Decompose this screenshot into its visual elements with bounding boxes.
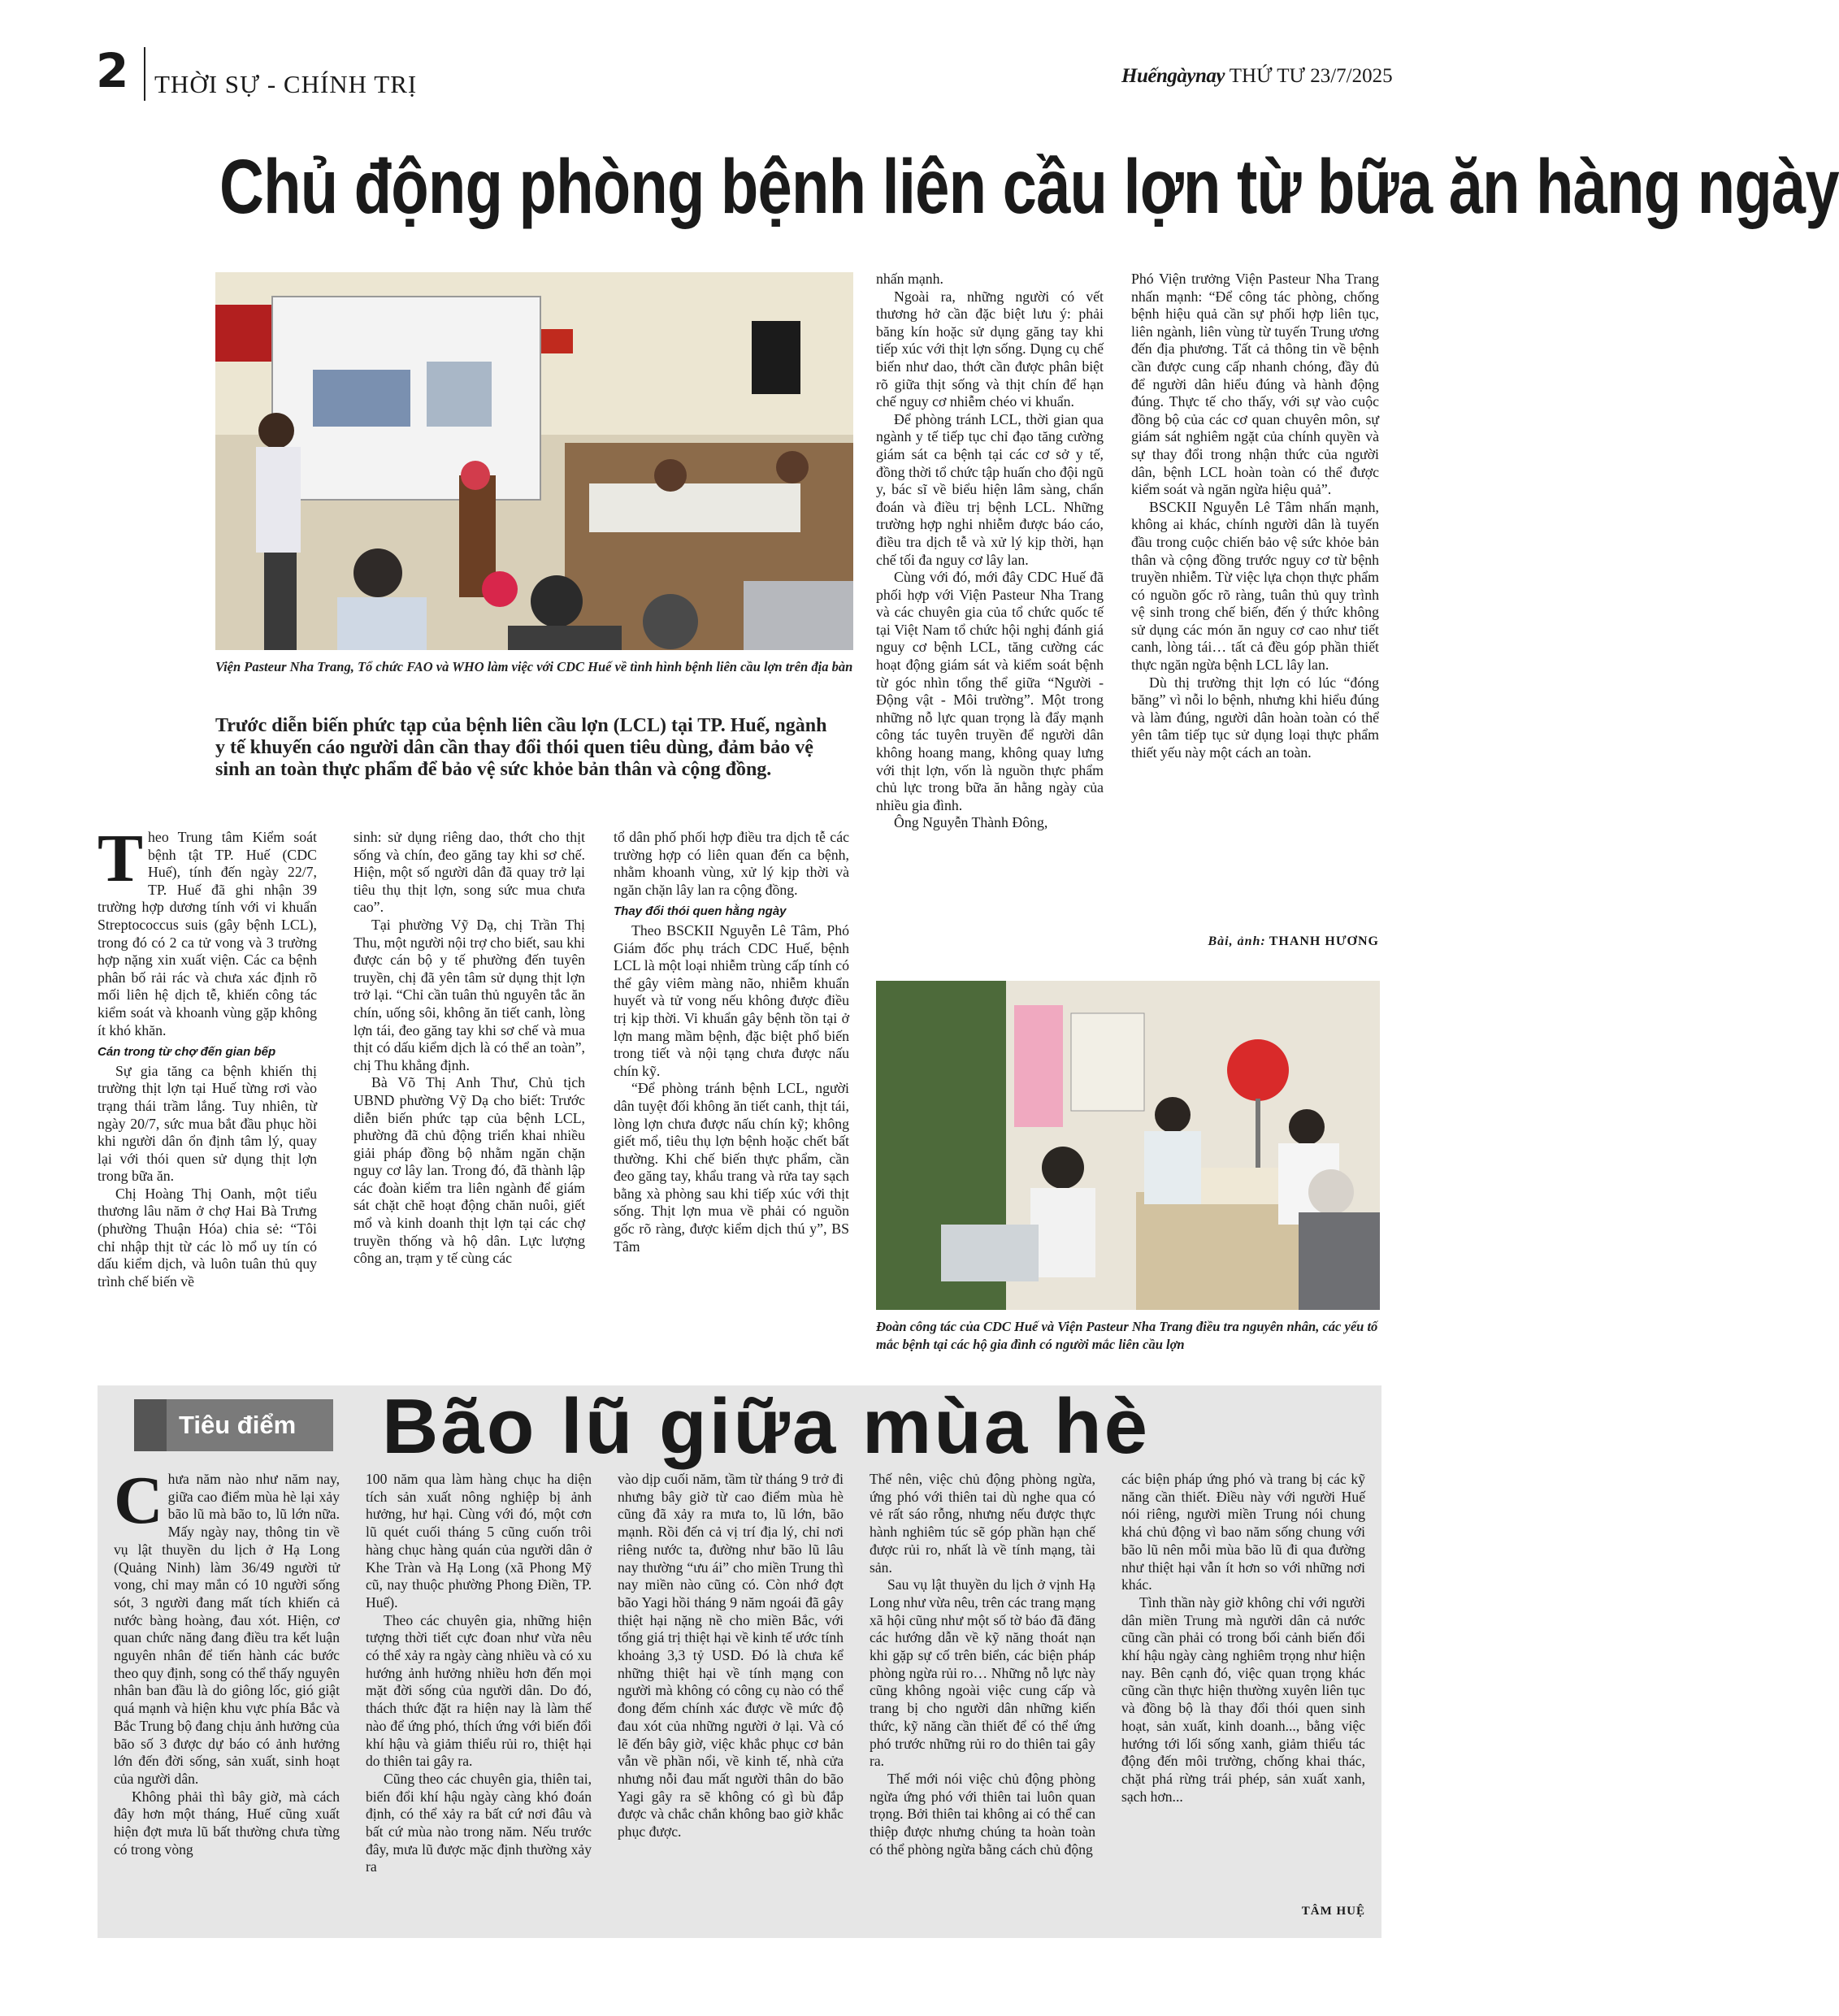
paragraph: Để phòng tránh LCL, thời gian qua ngành y tế tiếp tục chỉ đạo tăng cường giám sát ca bệnh tại các cơ sở y tế, đồng thời tổ chức tập huấn cho đội ngũ y, bác sĩ về biểu hiện lâm sàng, chẩn đoán và điều trị bệnh LCL. Những trường hợp nghi nhiễm được báo cáo, điều tra dịch tễ và xử lý kịp thời, hạn chế tối đa nguy cơ lây lan.	[876, 410, 1104, 568]
opinion-column-4	[870, 1471, 1095, 1926]
drop-cap: C	[114, 1463, 163, 1538]
masthead	[1121, 65, 1393, 88]
opinion-column-1	[114, 1463, 340, 1926]
newspaper-brand: Huếngàynay	[1121, 65, 1225, 87]
opinion-headline: Bão lũ giữa mùa hè	[382, 1383, 1150, 1470]
paragraph: nhấn mạnh.	[876, 271, 943, 287]
page-number: 2	[96, 43, 129, 98]
household-photo	[876, 981, 1380, 1310]
article-column-5	[1131, 271, 1379, 945]
section-title: THỜI SỰ - CHÍNH TRỊ	[154, 70, 418, 98]
tag-label: Tiêu điểm	[179, 1411, 297, 1439]
paragraph: heo Trung tâm Kiểm soát bệnh tật TP. Huế (CDC Huế), tính đến ngày 22/7, TP. Huế đã ghi nhận 39 trường hợp dương tính với vi khuẩn Streptococcus suis (gây bệnh LCL), trong đó có 2 ca tử vong và 3 trường hợp nặng xin xuất viện. Các ca bệnh phân bố rải rác và chưa xác định rõ mối liên hệ dịch tễ, khiến công tác kiểm soát và khoanh vùng gặp không ít khó khăn.	[98, 829, 317, 1038]
tag-stripe	[134, 1399, 167, 1451]
paragraph: “Để phòng tránh bệnh LCL, người dân tuyệt đối không ăn tiết canh, thịt tái, lòng lợn chưa được nấu chín kỹ; không giết mổ, tiêu thụ lợn bệnh hoặc chết bất thường. Khi chế biến thực phẩm, cần đeo găng tay, khẩu trang và rửa tay sạch bằng xà phòng sau khi tiếp xúc với thịt sống. Thịt lợn mua về phải có nguồn gốc rõ ràng, được kiểm dịch thú y”, BS Tâm	[614, 1080, 849, 1255]
paragraph: 100 năm qua làm hàng chục ha diện tích sản xuất nông nghiệp bị ảnh hưởng, hư hại. Cùng với đó, một cơn lũ quét cuối tháng 5 cũng cuốn trôi hàng chục hàng quán của người dân ở Khe Tràn và Hạ Long (xã Phong Mỹ cũ, nay thuộc phường Phong Điền, TP. Huế).	[366, 1471, 592, 1611]
paragraph: Theo BSCKII Nguyễn Lê Tâm, Phó Giám đốc phụ trách CDC Huế, bệnh LCL là một loại nhiễm trùng cấp tính có thể gây viêm màng não, nhiễm khuẩn huyết và tử vong nếu không được điều trị kịp thời. Vi khuẩn gây bệnh tồn tại ở lợn mang mầm bệnh, đặc biệt phổ biến trong tiết và nội tạng chưa được nấu chín kỹ.	[614, 921, 849, 1079]
paragraph: các biện pháp ứng phó và trang bị các kỹ năng cần thiết. Điều này với người Huế nói riêng, người miền Trung nói chung khá chủ động vì bao năm sống chung với bão lũ nên mỗi mùa bão lũ đi qua đường như thiệt hại vẫn ít hơn so với những nơi khác.	[1121, 1471, 1365, 1593]
issue-date: THỨ TƯ 23/7/2025	[1229, 65, 1393, 87]
paragraph: BSCKII Nguyễn Lê Tâm nhấn mạnh, không ai khác, chính người dân là tuyến đầu trong cuộc chiến bảo vệ sức khỏe bản thân và cộng đồng trước nguy cơ từ bệnh truyền nhiễm. Từ việc lựa chọn thực phẩm có nguồn gốc rõ ràng, tuân thủ quy trình vệ sinh trong chế biến, đến ý thức không sử dụng các món ăn nguy cơ cao như tiết canh, lòng tái… tất cả đều góp phần thiết thực ngăn ngừa bệnh LCL lây lan.	[1131, 498, 1379, 674]
paragraph: Sau vụ lật thuyền du lịch ở vịnh Hạ Long như vừa nêu, trên các trang mạng xã hội cũng như một số tờ báo đã đăng các hướng dẫn về kỹ năng thoát nạn khi gặp sự cố trên biển, các biện pháp phòng ngừa rủi ro… Những nỗ lực này cũng không ngoài việc cung cấp và trang bị cho người dân những kiến thức, kỹ năng cần thiết để có thể ứng phó trước những rủi ro do thiên tai gây ra.	[870, 1576, 1095, 1770]
paragraph: hưa năm nào như năm nay, giữa cao điểm mùa hè lại xảy bão lũ mà bão to, lũ lớn nữa. Mấy ngày nay, thông tin về vụ lật thuyền du lịch ở Hạ Long (Quảng Ninh) làm 36/49 người tử vong, chỉ may mắn có 10 người sống sót, 3 người đang mất tích khiến cả nước bàng hoàng, đau xót. Hiện, cơ quan chức năng đang điều tra kết luận nguyên nhân để tiến hành các bước theo quy định, song có thể thấy nguyên nhân ban đầu là do giông lốc, gió giật quá mạnh và hiện khu vực phía Bắc và Bắc Trung bộ đang chịu ảnh hưởng của bão số 3 được dự báo có ảnh hưởng lớn đến đời sống, sản xuất, sinh hoạt của người dân.	[114, 1471, 340, 1787]
paragraph: Chị Hoàng Thị Oanh, một tiểu thương lâu năm ở chợ Hai Bà Trưng (phường Thuận Hóa) chia sẻ: “Tôi chỉ nhập thịt từ các lò mổ uy tín có dấu kiểm dịch, và luôn tuân thủ quy trình chế biến về	[98, 1185, 317, 1290]
byline	[1131, 934, 1379, 949]
byline-prefix: Bài, ảnh:	[1208, 934, 1266, 948]
article-column-1	[98, 821, 317, 1357]
paragraph: Cùng với đó, mới đây CDC Huế đã phối hợp với Viện Pasteur Nha Trang và các chuyên gia của tổ chức quốc tế tại Việt Nam tổ chức hội nghị đánh giá nguy cơ bệnh LCL, tăng cường các hoạt động giám sát và kiểm soát bệnh từ góc nhìn tổng thể giữa “Người - Động vật - Môi trường”. Một trong những nỗ lực quan trọng là đẩy mạnh công tác tuyên truyền để người dân không hoang mang, không quay lưng với thịt lợn, vốn là nguồn thực phẩm chủ lực trong bữa ăn hằng ngày của nhiều gia đình.	[876, 569, 1104, 813]
subheading: Cán trong từ chợ đến gian bếp	[98, 1045, 276, 1060]
paragraph: sinh: sử dụng riêng dao, thớt cho thịt sống và chín, đeo găng tay khi sơ chế. Hiện, một số người dân đã quay trở lại tiêu thụ thịt lợn, song sức mua chưa cao”.	[353, 829, 585, 916]
article-column-2	[353, 829, 585, 1357]
paragraph: Không phải thì bây giờ, mà cách đây hơn một tháng, Huế cũng xuất hiện đợt mưa lũ bất thường chưa từng có trong vòng	[114, 1788, 340, 1858]
article-column-4	[876, 271, 1104, 959]
paragraph: Thế mới nói việc chủ động phòng ngừa ứng phó với thiên tai luôn quan trọng. Bởi thiên tai không ai có thể can thiệp được nhưng chúng ta hoàn toàn có thể phòng ngừa bằng cách chủ động	[870, 1770, 1095, 1858]
paragraph: Tình thần này giờ không chỉ với người dân miền Trung mà người dân cả nước cũng cần phải có trong bối cảnh biến đổi khí hậu ngày càng nghiêm trọng như hiện nay. Bên cạnh đó, việc quan trọng khác cũng cần thực hiện thường xuyên liên tục và đồng bộ là thay đổi thói quen sinh hoạt, sản xuất, kinh doanh..., bằng việc hướng tới lối sống xanh, giảm thiểu tác động đến môi trường, chống khai thác, chặt phá rừng trái phép, sản xuất xanh, sạch hơn...	[1121, 1593, 1365, 1805]
drop-cap: T	[98, 821, 144, 896]
opinion-column-5	[1121, 1471, 1365, 1901]
article-column-3	[614, 829, 849, 1357]
paragraph: Cũng theo các chuyên gia, thiên tai, biến đổi khí hậu ngày càng khó đoán định, có thể xảy ra bất cứ nơi đâu và bất cứ mùa nào trong năm. Nếu trước đây, mưa lũ được mặc định thường xảy ra	[366, 1770, 592, 1875]
paragraph: Thế nên, việc chủ động phòng ngừa, ứng phó với thiên tai dù nghe qua có vẻ rất sáo rỗng, nhưng nếu được thực hành nghiêm túc sẽ góp phần hạn chế được rủi ro, nhất là về tính mạng, tài sản.	[870, 1471, 1095, 1576]
article-lead: Trước diễn biến phức tạp của bệnh liên cầu lợn (LCL) tại TP. Huế, ngành y tế khuyến cáo người dân cần thay đổi thói quen tiêu dùng, đảm bảo vệ sinh an toàn thực phẩm để bảo vệ sức khỏe bản thân và cộng đồng.	[215, 715, 827, 780]
paragraph: vào dịp cuối năm, tầm từ tháng 9 trở đi nhưng bây giờ từ cao điểm mùa hè cũng đã xảy ra mưa to, lũ lớn, bão mạnh. Rồi đến cả vị trí địa lý, chỉ nơi riêng nước ta, đường như bão lũ lâu nay thường “ưu ái” cho miền Trung thì nay miền nào cũng có. Còn nhớ đợt bão Yagi hồi tháng 9 năm ngoái đã gây thiệt hại nặng nề cho miền Bắc, với tổng giá trị thiệt hại về kinh tế ước tính khoảng 3,3 tỷ USD. Đó là chưa kể những thiệt hại về tính mạng con người mà không có công cụ nào có thể đong đếm chính xác được về mức độ đau xót của những người ở lại. Và có lẽ đến bây giờ, việc khắc phục cơ bản vẫn về phần nổi, về kinh tế, nhà cửa nhưng nỗi đau mất người thân do bão Yagi gây ra sẽ không có gì bù đắp được và chắc chắn không bao giờ khắc phục được.	[618, 1471, 844, 1840]
paragraph: Dù thị trường thịt lợn có lúc “đóng băng” vì nỗi lo bệnh, nhưng khi hiểu đúng và làm đúng, người dân hoàn toàn có thể yên tâm tiếp tục sử dụng loại thực phẩm thiết yếu này một cách an toàn.	[1131, 674, 1379, 761]
paragraph: Phó Viện trưởng Viện Pasteur Nha Trang nhấn mạnh: “Để công tác phòng, chống bệnh hiệu quả cần sự phối hợp liên tục, liên ngành, liên vùng từ tuyến Trung ương đến địa phương. Tất cả thông tin về bệnh cần được cung cấp nhanh chóng, đầy đủ để người dân hiểu đúng và hành động đúng. Thực tế cho thấy, với sự vào cuộc đồng bộ của các cơ quan chuyên môn, sự giám sát nghiêm ngặt của chính quyền và sự thay đổi trong nhận thức của người dân, bệnh LCL hoàn toàn có thể được kiểm soát và ngăn ngừa hiệu quả”.	[1131, 271, 1379, 498]
paragraph: Theo các chuyên gia, những hiện tượng thời tiết cực đoan như vừa nêu có thể xảy ra ngày càng nhiều và có xu hướng ảnh hưởng nhiều hơn đến mọi mặt đời sống của người dân. Do đó, thách thức đặt ra hiện nay là làm thế nào để ứng phó, thích ứng với biến đổi khí hậu và giảm thiểu rủi ro, thiệt hại do thiên tai gây ra.	[366, 1611, 592, 1770]
byline-author: THANH HƯƠNG	[1269, 934, 1379, 948]
opinion-column-3	[618, 1471, 844, 1926]
article-headline: Chủ động phòng bệnh liên cầu lợn từ bữa ăn hàng ngày	[219, 144, 1839, 230]
opinion-column-2	[366, 1471, 592, 1926]
opinion-author: TÂM HUỆ	[1301, 1905, 1365, 1918]
section-tag	[134, 1399, 333, 1451]
photo-caption: Viện Pasteur Nha Trang, Tổ chức FAO và WHO làm việc với CDC Huế về tình hình bệnh liên cầu lợn trên địa bàn	[215, 659, 853, 674]
header-divider	[144, 47, 145, 101]
paragraph: Ông Nguyễn Thành Đông,	[894, 814, 1048, 831]
photo-caption: Đoàn công tác của CDC Huế và Viện Pasteur Nha Trang điều tra nguyên nhân, các yếu tố mắc bệnh tại các hộ gia đình có người mắc liên cầu lợn	[876, 1319, 1378, 1352]
paragraph: Ngoài ra, những người có vết thương hở cần đặc biệt lưu ý: phải băng kín hoặc sử dụng găng tay khi tiếp xúc với thịt lợn sống. Dụng cụ chế biến như dao, thớt cần được phân biệt rõ giữa thịt sống và thịt chín để hạn chế nguy cơ nhiễm chéo vi khuẩn.	[876, 288, 1104, 410]
paragraph: tổ dân phố phối hợp điều tra dịch tễ các trường hợp có liên quan đến ca bệnh, nhằm khoanh vùng, xử lý kịp thời và ngăn chặn lây lan ra cộng đồng.	[614, 829, 849, 898]
paragraph: Tại phường Vỹ Dạ, chị Trần Thị Thu, một người nội trợ cho biết, sau khi được cán bộ y tế phường đến tuyên truyền, chị đã yên tâm sử dụng thịt lợn trở lại. “Chỉ cần tuân thủ nguyên tắc ăn chín, uống sôi, không ăn tiết canh, lòng lợn tái, đeo găng tay khi sơ chế và mua thịt có dấu kiểm dịch là có thể an toàn”, chị Thu khẳng định.	[353, 916, 585, 1073]
paragraph: Sự gia tăng ca bệnh khiến thị trường thịt lợn tại Huế từng rơi vào trạng thái trầm lắng. Tuy nhiên, từ ngày 20/7, sức mua bắt đầu phục hồi khi người dân ổn định tâm lý, quay lại với thói quen sử dụng thịt lợn trong bữa ăn.	[98, 1062, 317, 1185]
paragraph: Bà Võ Thị Anh Thư, Chủ tịch UBND phường Vỹ Dạ cho biết: Trước diễn biến phức tạp của bệnh LCL, phường đã chủ động triển khai nhiều giải pháp đồng bộ nhằm ngăn chặn nguy cơ lây lan. Trong đó, đã thành lập các đoàn kiểm tra liên ngành để giám sát chặt chẽ hoạt động chăn nuôi, giết mổ và kinh doanh thịt lợn tại các chợ truyền thống và hộ dân. Lực lượng công an, trạm y tế cùng các	[353, 1074, 585, 1267]
subheading: Thay đổi thói quen hằng ngày	[614, 904, 787, 919]
meeting-photo	[215, 272, 853, 650]
